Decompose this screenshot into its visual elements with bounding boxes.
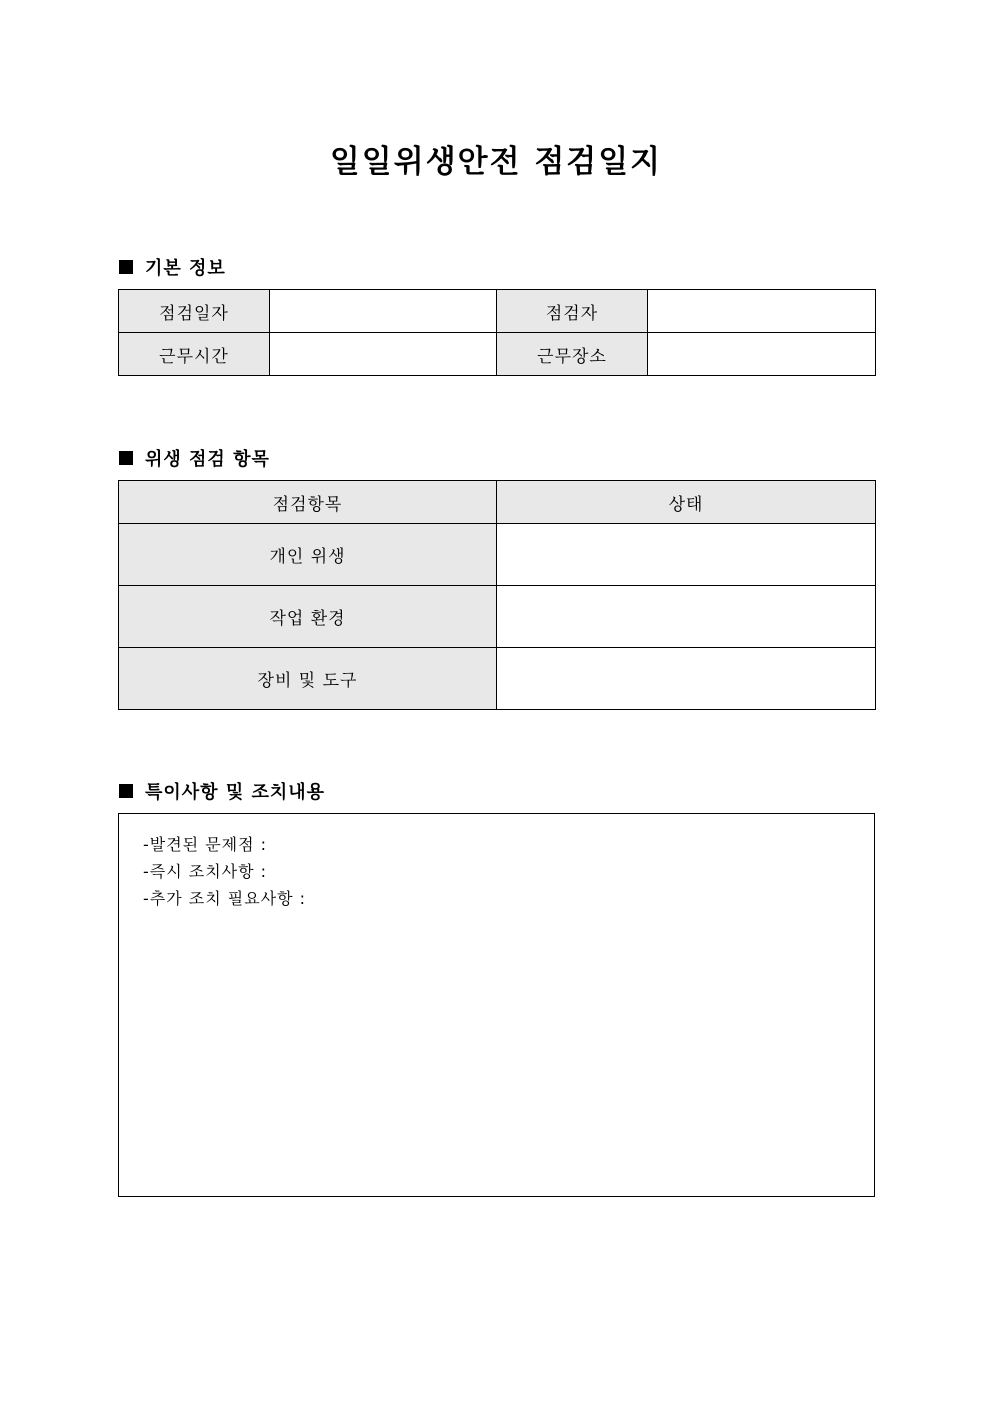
status-field-equipment-tools[interactable] xyxy=(497,648,876,710)
table-row xyxy=(119,586,876,648)
inspector-field[interactable] xyxy=(648,290,876,333)
square-bullet-icon xyxy=(119,451,133,465)
notes-lines xyxy=(143,834,306,915)
work-hours-label: 근무시간 xyxy=(119,333,270,376)
notes-line-immediate-actions: -즉시 조치사항 : xyxy=(143,862,268,881)
check-item-personal-hygiene: 개인 위생 xyxy=(119,524,497,586)
basic-info-heading-text: 기본 정보 xyxy=(145,258,226,279)
square-bullet-icon xyxy=(119,784,133,798)
inspector-label: 점검자 xyxy=(497,290,648,333)
work-hours-field[interactable] xyxy=(270,333,497,376)
notes-line-issues-found: -발견된 문제점 : xyxy=(143,835,268,854)
check-item-work-environment: 작업 환경 xyxy=(119,586,497,648)
status-field-work-environment[interactable] xyxy=(497,586,876,648)
table-row xyxy=(119,648,876,710)
notes-line-further-actions: -추가 조치 필요사항 : xyxy=(143,889,307,908)
work-place-field[interactable] xyxy=(648,333,876,376)
basic-info-heading xyxy=(119,254,226,280)
inspection-date-label: 점검일자 xyxy=(119,290,270,333)
hygiene-check-table xyxy=(118,480,876,710)
status-field-personal-hygiene[interactable] xyxy=(497,524,876,586)
notes-heading xyxy=(119,778,325,804)
status-column-header: 상태 xyxy=(497,481,876,524)
table-header-row xyxy=(119,481,876,524)
table-row xyxy=(119,290,876,333)
notes-text-area[interactable] xyxy=(118,813,875,1197)
basic-info-table xyxy=(118,289,876,376)
hygiene-check-heading xyxy=(119,445,270,471)
check-item-equipment-tools: 장비 및 도구 xyxy=(119,648,497,710)
work-place-label: 근무장소 xyxy=(497,333,648,376)
square-bullet-icon xyxy=(119,260,133,274)
check-item-column-header: 점검항목 xyxy=(119,481,497,524)
document-title: 일일위생안전 점검일지 xyxy=(329,144,663,180)
table-row xyxy=(119,524,876,586)
inspection-date-field[interactable] xyxy=(270,290,497,333)
hygiene-check-heading-text: 위생 점검 항목 xyxy=(145,449,270,470)
table-row xyxy=(119,333,876,376)
notes-heading-text: 특이사항 및 조치내용 xyxy=(145,782,326,803)
